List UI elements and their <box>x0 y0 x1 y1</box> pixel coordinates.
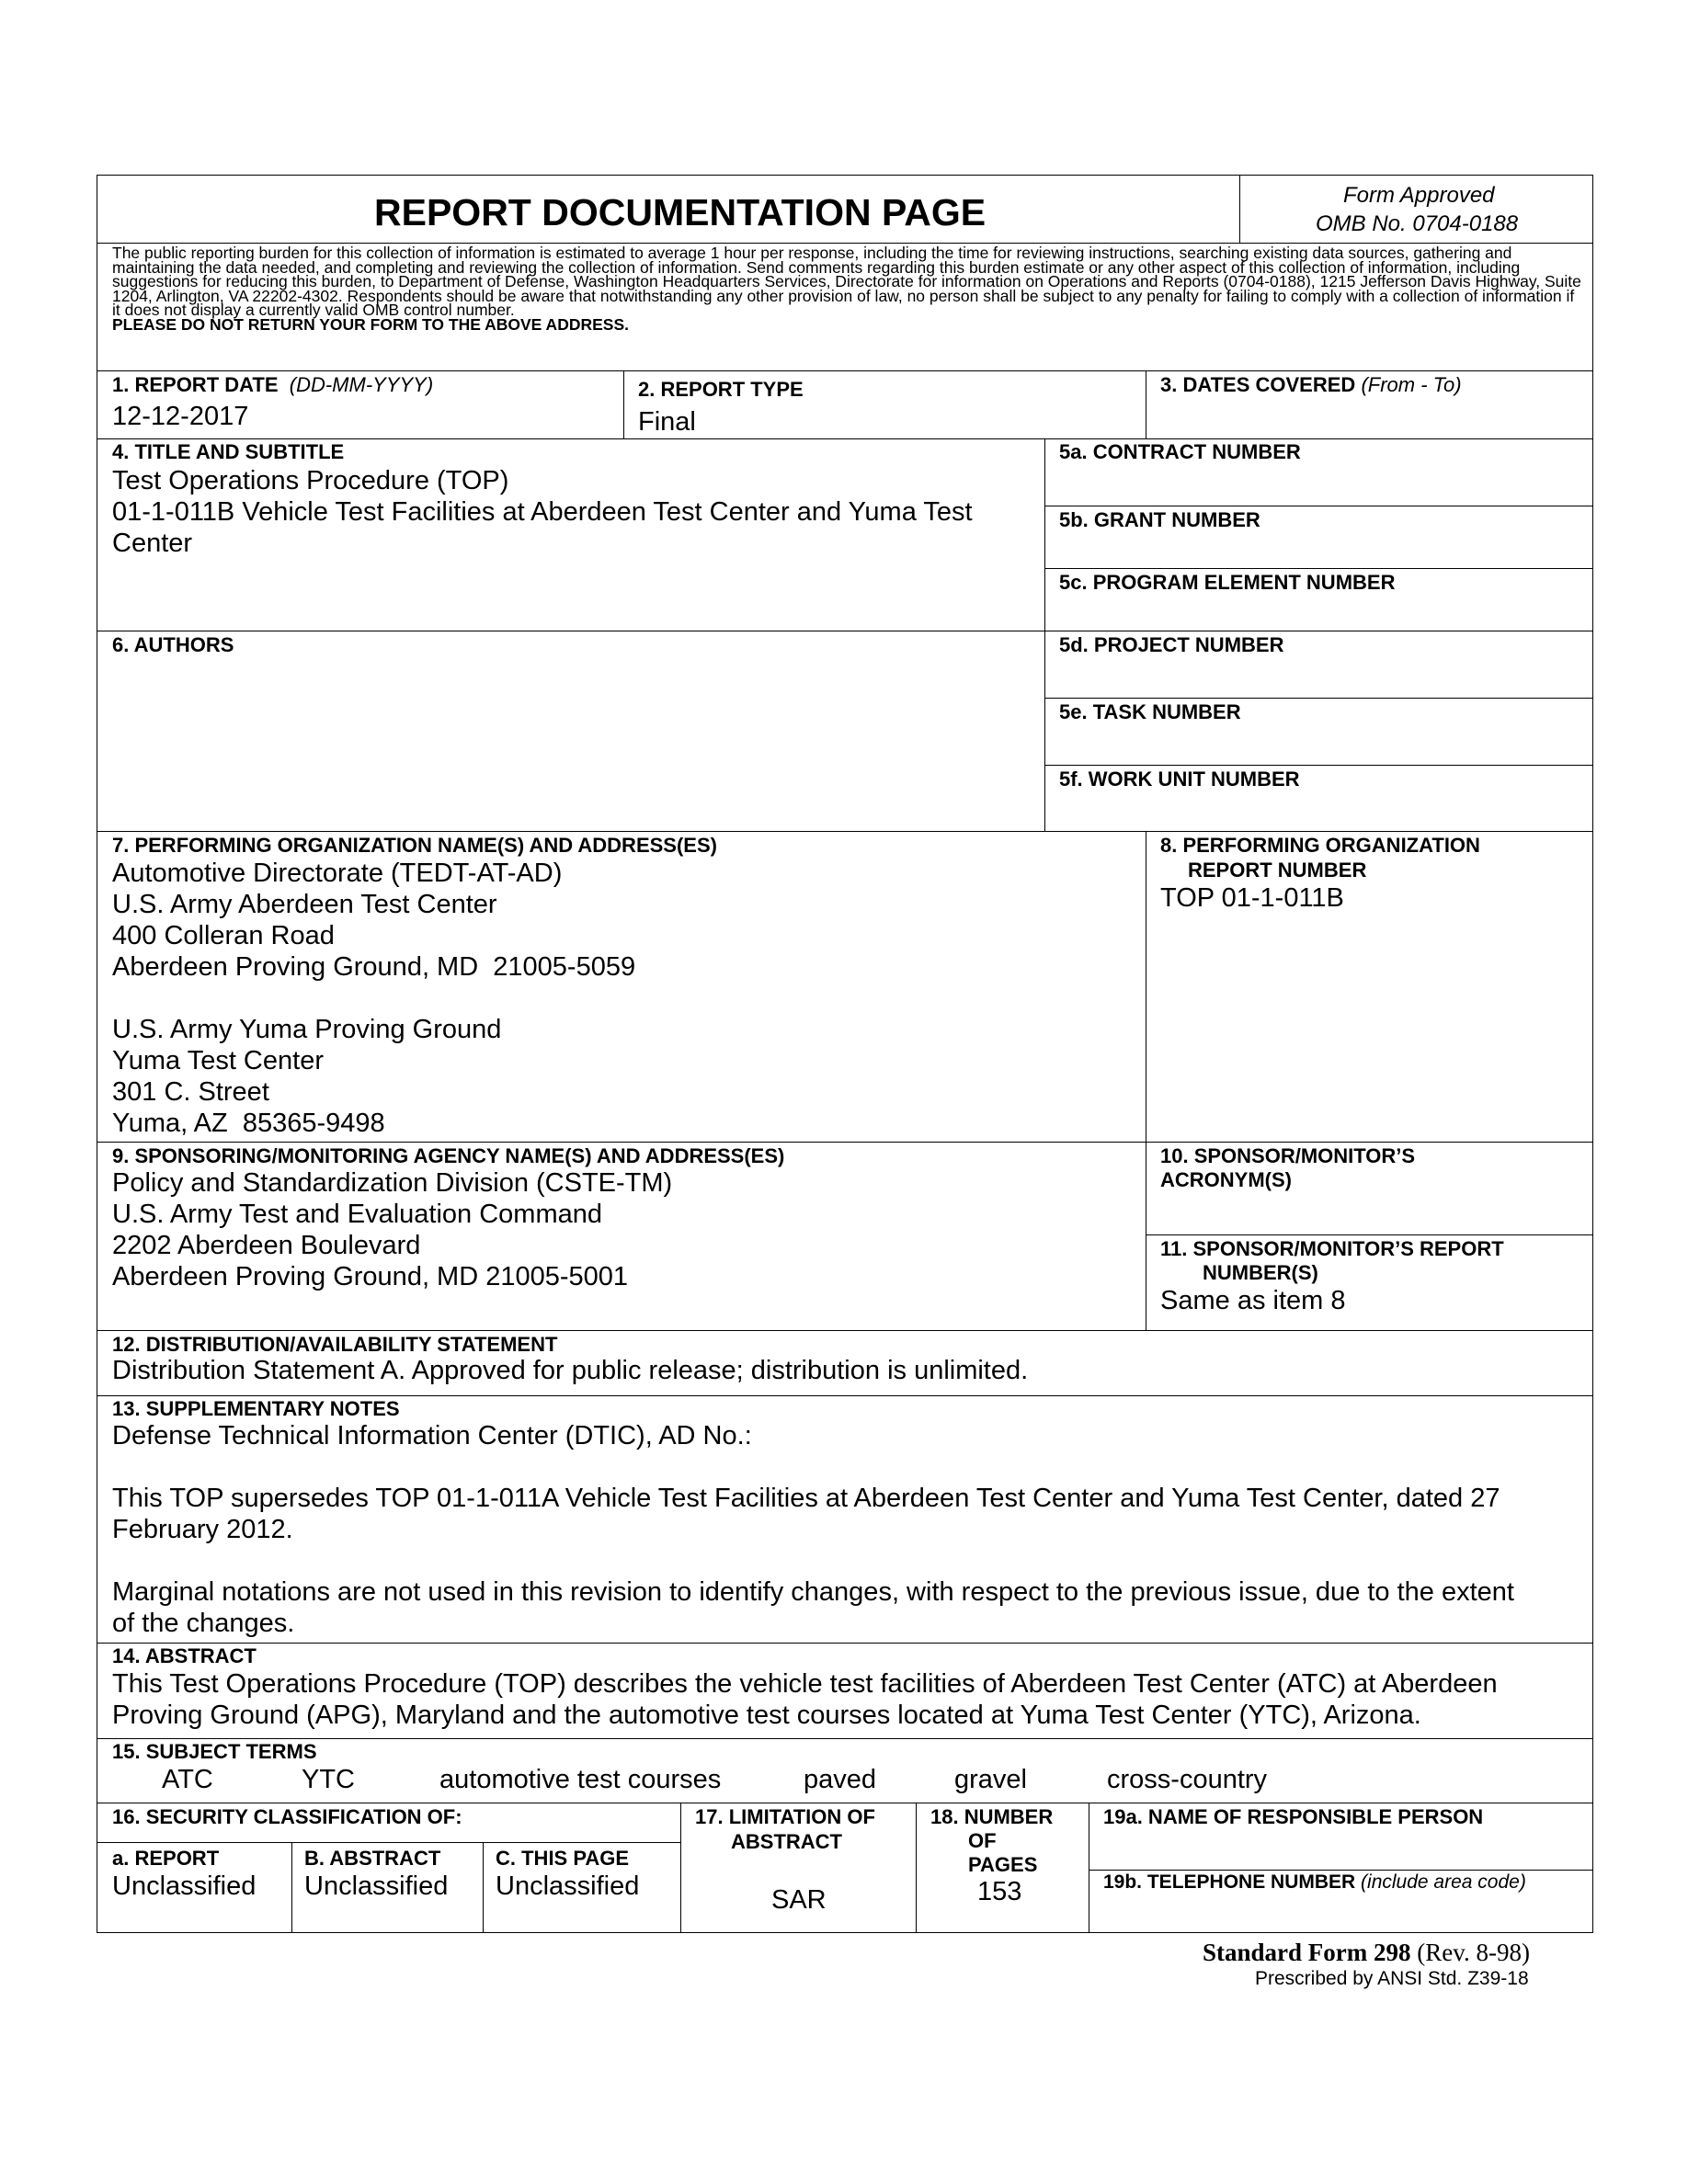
title-line-3[interactable]: Center <box>112 529 193 558</box>
supplementary-notes-line[interactable]: Defense Technical Information Center (DTIC), AD No.: <box>112 1421 752 1450</box>
divider <box>97 1842 680 1843</box>
sf298-form <box>97 175 1593 1933</box>
sponsoring-agency-line[interactable]: 2202 Aberdeen Boulevard <box>112 1231 421 1260</box>
subject-term[interactable]: cross-country <box>1107 1765 1268 1794</box>
performing-org-report-label-2: REPORT NUMBER <box>1188 859 1367 882</box>
sponsor-report-number-label-2: NUMBER(S) <box>1203 1261 1318 1284</box>
telephone-hint: (include area code) <box>1361 1871 1526 1893</box>
supplementary-notes-line[interactable]: This TOP supersedes TOP 01-1-011A Vehicle Test Facilities at Aberdeen Test Center and Yuma Test Center, dated 27 <box>112 1484 1500 1513</box>
form-approved-label: Form Approved <box>1343 183 1495 208</box>
responsible-person-label: 19a. NAME OF RESPONSIBLE PERSON <box>1103 1805 1484 1828</box>
sponsoring-agency-label: 9. SPONSORING/MONITORING AGENCY NAME(S) AND ADDRESS(ES) <box>112 1144 785 1167</box>
form-revision: (Rev. 8-98) <box>1417 1939 1530 1966</box>
work-unit-label: 5f. WORK UNIT NUMBER <box>1059 768 1300 791</box>
number-of-pages-label-3: PAGES <box>968 1853 1038 1876</box>
burden-text: The public reporting burden for this collection of information is estimated to average 1 hour per response, including the time for reviewing instructions, searching existing data sources, gathering and maintaining the data needed, and completing and reviewing the collection of information. Send comments regarding this burden estimate or any other aspect of this collection of information, including suggestions for reducing this burden, to Department of Defense, Washington Headquarters Services, Directorate for information on Operations and Reports (0704-0188), 1215 Jefferson Davis Highway, Suite 1204, Arlington, VA 22202-4302. Respondents should be aware that notwithstanding any other provision of law, no person shall be subject to any penalty for failing to comply with a collection of information if it does not display a currently valid OMB control number. <box>112 244 1581 320</box>
divider <box>97 1330 1592 1331</box>
subject-term[interactable]: paved <box>804 1765 877 1794</box>
supplementary-notes-line[interactable]: February 2012. <box>112 1515 293 1544</box>
divider <box>1044 698 1592 699</box>
sponsor-report-number-value[interactable]: Same as item 8 <box>1160 1286 1346 1315</box>
number-of-pages-value[interactable]: 153 <box>977 1877 1022 1906</box>
number-of-pages-label-2: OF <box>968 1829 997 1852</box>
title-line-1[interactable]: Test Operations Procedure (TOP) <box>112 466 509 495</box>
sponsor-acronym-label-2: ACRONYM(S) <box>1160 1168 1292 1191</box>
performing-org-line[interactable]: Yuma, AZ 85365-9498 <box>112 1109 385 1138</box>
report-date-label-text: 1. REPORT DATE <box>112 373 279 396</box>
divider <box>1089 1870 1592 1871</box>
project-number-label: 5d. PROJECT NUMBER <box>1059 633 1284 656</box>
divider <box>97 831 1592 832</box>
supplementary-notes-line[interactable]: of the changes. <box>112 1609 295 1638</box>
distribution-value[interactable]: Distribution Statement A. Approved for public release; distribution is unlimited. <box>112 1356 1029 1385</box>
sponsor-report-number-label: 11. SPONSOR/MONITOR’S REPORT <box>1160 1237 1504 1260</box>
supplementary-notes-label: 13. SUPPLEMENTARY NOTES <box>112 1397 400 1420</box>
abstract-classification-value[interactable]: Unclassified <box>304 1871 449 1901</box>
divider <box>483 1842 484 1932</box>
report-classification-label: a. REPORT <box>112 1847 220 1870</box>
abstract-classification-label: B. ABSTRACT <box>304 1847 441 1870</box>
performing-org-line[interactable]: Aberdeen Proving Ground, MD 21005-5059 <box>112 952 636 982</box>
divider <box>97 438 1592 439</box>
omb-number: OMB No. 0704-0188 <box>1316 211 1519 236</box>
performing-org-line[interactable]: 400 Colleran Road <box>112 921 335 950</box>
authors-label: 6. AUTHORS <box>112 633 234 656</box>
prescribed-by: Prescribed by ANSI Std. Z39-18 <box>1255 1968 1529 1989</box>
sponsor-acronym-label: 10. SPONSOR/MONITOR’S <box>1160 1144 1416 1167</box>
subject-terms-label: 15. SUBJECT TERMS <box>112 1740 317 1763</box>
performing-org-report-value[interactable]: TOP 01-1-011B <box>1160 883 1344 913</box>
form-name: Standard Form 298 <box>1203 1939 1411 1966</box>
divider <box>1044 438 1045 831</box>
divider <box>1239 176 1240 243</box>
performing-org-line[interactable]: Yuma Test Center <box>112 1046 324 1075</box>
report-date-label <box>112 375 433 395</box>
divider <box>1146 1234 1592 1235</box>
divider <box>97 1643 1592 1644</box>
burden-statement <box>112 246 1583 333</box>
dates-covered-hint: (From - To) <box>1361 373 1462 396</box>
divider <box>97 1142 1592 1143</box>
contract-number-label: 5a. CONTRACT NUMBER <box>1059 440 1301 463</box>
subject-term[interactable]: ATC <box>162 1765 213 1794</box>
subject-term[interactable]: automotive test courses <box>439 1765 722 1794</box>
divider <box>623 370 624 438</box>
sponsoring-agency-line[interactable]: Aberdeen Proving Ground, MD 21005-5001 <box>112 1262 629 1291</box>
performing-org-line[interactable]: Automotive Directorate (TEDT-AT-AD) <box>112 859 563 888</box>
divider <box>1044 568 1592 569</box>
divider <box>291 1842 292 1932</box>
title-line-2[interactable]: 01-1-011B Vehicle Test Facilities at Aberdeen Test Center and Yuma Test <box>112 497 973 527</box>
page-classification-label: C. THIS PAGE <box>496 1847 630 1870</box>
limitation-label-2: ABSTRACT <box>731 1830 842 1853</box>
program-element-label: 5c. PROGRAM ELEMENT NUMBER <box>1059 571 1396 594</box>
divider <box>97 370 1592 371</box>
standard-form-footer <box>1203 1940 1530 1965</box>
performing-org-line[interactable]: U.S. Army Yuma Proving Ground <box>112 1015 502 1044</box>
abstract-label: 14. ABSTRACT <box>112 1644 257 1667</box>
report-type-value[interactable]: Final <box>638 407 696 437</box>
page-title: REPORT DOCUMENTATION PAGE <box>374 191 987 233</box>
performing-org-line[interactable]: 301 C. Street <box>112 1077 269 1107</box>
sponsoring-agency-line[interactable]: Policy and Standardization Division (CSTE-TM) <box>112 1168 673 1198</box>
abstract-line[interactable]: Proving Ground (APG), Maryland and the automotive test courses located at Yuma Test Center (YTC), Arizona. <box>112 1701 1421 1730</box>
divider <box>97 1738 1592 1739</box>
security-classification-label: 16. SECURITY CLASSIFICATION OF: <box>112 1805 462 1828</box>
report-date-hint: (DD-MM-YYYY) <box>289 373 434 396</box>
report-date-value[interactable]: 12-12-2017 <box>112 402 249 431</box>
task-number-label: 5e. TASK NUMBER <box>1059 700 1241 723</box>
performing-org-label: 7. PERFORMING ORGANIZATION NAME(S) AND ADDRESS(ES) <box>112 834 717 857</box>
report-type-label: 2. REPORT TYPE <box>638 378 804 401</box>
telephone-label <box>1103 1872 1526 1892</box>
performing-org-report-label: 8. PERFORMING ORGANIZATION <box>1160 834 1480 857</box>
dates-covered-label-text: 3. DATES COVERED <box>1160 373 1356 396</box>
sponsoring-agency-line[interactable]: U.S. Army Test and Evaluation Command <box>112 1200 602 1229</box>
divider <box>97 1395 1592 1396</box>
performing-org-line[interactable]: U.S. Army Aberdeen Test Center <box>112 890 497 919</box>
abstract-line[interactable]: This Test Operations Procedure (TOP) describes the vehicle test facilities of Aberdeen Test Center (ATC) at Aberdeen <box>112 1669 1498 1699</box>
title-subtitle-label: 4. TITLE AND SUBTITLE <box>112 440 345 463</box>
subject-term[interactable]: gravel <box>954 1765 1027 1794</box>
burden-notice: PLEASE DO NOT RETURN YOUR FORM TO THE ABOVE ADDRESS. <box>112 314 629 334</box>
subject-term[interactable]: YTC <box>302 1765 355 1794</box>
divider <box>680 1803 681 1932</box>
dates-covered-label <box>1160 375 1462 395</box>
distribution-label: 12. DISTRIBUTION/AVAILABILITY STATEMENT <box>112 1333 558 1356</box>
limitation-value[interactable]: SAR <box>771 1885 827 1915</box>
page-classification-value[interactable]: Unclassified <box>496 1871 640 1901</box>
grant-number-label: 5b. GRANT NUMBER <box>1059 508 1260 531</box>
supplementary-notes-line[interactable]: Marginal notations are not used in this revision to identify changes, with respect to the previous issue, due to the extent <box>112 1577 1514 1607</box>
telephone-label-text: 19b. TELEPHONE NUMBER <box>1103 1871 1356 1893</box>
limitation-label: 17. LIMITATION OF <box>695 1805 875 1828</box>
divider <box>916 1803 917 1932</box>
number-of-pages-label: 18. NUMBER <box>930 1805 1054 1828</box>
divider <box>1044 765 1592 766</box>
report-classification-value[interactable]: Unclassified <box>112 1871 257 1901</box>
